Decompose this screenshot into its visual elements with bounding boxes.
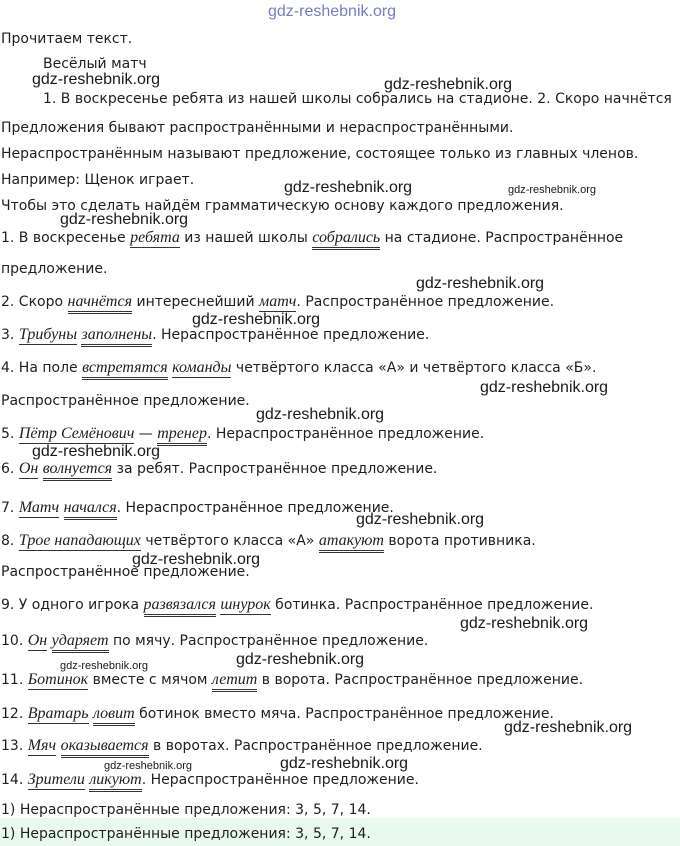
theory-line-2: Нераспространённым называют предложение, состоящее только из главных членов. [1,146,639,162]
predicate: летит [212,671,257,692]
predicate: собрались [312,229,380,250]
watermark-text: gdz-reshebnik.org [504,719,633,736]
sentence-text: по мячу. Распространённое предложение. [108,633,429,649]
sentence-8 [1,532,536,550]
predicate: начался [64,499,117,520]
sentence-text: из нашей школы [179,230,313,246]
sentence-text: 8. [1,533,19,549]
sentence-text [47,633,51,649]
sentence-text: ворота противника. [383,533,536,549]
watermark-text: gdz-reshebnik.org [416,275,545,292]
subject: Он [27,632,48,649]
sentence-text: 1. В воскресенье [1,230,131,246]
sentence-text: 9. У одного игрока [1,597,144,613]
sentence-text: . Нераспространённое предложение. [141,772,419,788]
predicate: ловит [93,705,135,726]
predicate: оказывается [61,737,149,758]
sentence-6 [1,460,437,478]
intro-text: Прочитаем текст. [1,31,133,47]
story-text: 1. В воскресенье ребята из нашей школы собрались на стадионе. 2. Скоро начнётся [43,91,672,107]
sentence-12 [1,705,554,723]
sentence-text: 13. [1,738,28,754]
watermark-text: gdz-reshebnik.org [508,184,597,196]
sentence-text: ботинок вместо мяча. Распространённое предложение. [134,706,554,722]
predicate: атакуют [319,532,384,553]
watermark-text: gdz-reshebnik.org [384,76,513,93]
sentence-text: 2. Скоро [1,294,68,310]
subject: Трибуны [18,326,78,343]
sentence-text: в воротах. Распространённое предложение. [148,738,483,754]
predicate: ликуют [89,771,141,792]
watermark-text: gdz-reshebnik.org [60,211,189,228]
watermark-text: gdz-reshebnik.org [132,551,261,568]
sentence-4-continued: Распространённое предложение. [1,393,250,409]
answer-line: 1) Нераспространённые предложения: 3, 5, 7, 14. [1,802,371,818]
sentence-text: 12. [1,706,28,722]
dash: — [134,426,158,442]
watermark-text: gdz-reshebnik.org [104,760,193,772]
sentence-text: 14. [1,772,28,788]
subject: Трое нападающих [18,532,141,549]
theory-line-3: Например: Щенок играет. [1,172,195,188]
sentence-text: в ворота. Распространённое предложение. [257,672,584,688]
subject: ребята [130,229,180,246]
watermark-text: gdz-reshebnik.org [460,615,589,632]
sentence-text: 7. [1,500,19,516]
theory-line-4: Чтобы это сделать найдём грамматическую основу каждого предложения. [1,198,564,214]
sentence-text: 10. [1,633,28,649]
watermark-text: gdz-reshebnik.org [256,406,385,423]
sentence-text: 3. [1,327,19,343]
subject: Зрители [27,771,85,788]
sentence-text [56,738,60,754]
sentence-text: . Нераспространённое предложение. [206,426,485,442]
predicate: ударяет [52,632,109,653]
watermark-text: gdz-reshebnik.org [480,379,609,396]
watermark-text: gdz-reshebnik.org [32,443,161,460]
sentence-14 [1,771,419,789]
sentence-text: за ребят. Распространённое предложение. [112,461,438,477]
sentence-5 [1,425,484,443]
subject: Ботинок [27,671,89,688]
sentence-10 [1,632,428,650]
subject: команды [172,359,232,376]
theory-line-1: Предложения бывают распространёнными и нераспространёнными. [1,120,514,136]
sentence-text: 5. [1,426,19,442]
sentence-1 [1,229,623,247]
sentence-1-continued: предложение. [1,261,108,277]
sentence-9 [1,596,593,614]
sentence-2 [1,293,554,311]
sentence-text [59,500,63,516]
watermark-text: gdz-reshebnik.org [284,179,413,196]
subject: шнурок [220,596,271,613]
sentence-text: . Распространённое предложение. [296,294,555,310]
sentence-text: четвёртого класса «А» и четвёртого класса «Б». [231,360,597,376]
sentence-8-continued: Распространённое предложение. [1,564,250,580]
watermark-text: gdz-reshebnik.org [32,71,161,88]
sentence-11 [1,671,583,689]
sentence-text: на стадионе. Распространённое [380,230,624,246]
sentence-text: 6. [1,461,19,477]
predicate: развязался [144,596,216,617]
sentence-text: . Нераспространённое предложение. [152,327,430,343]
story-title: Весёлый матч [43,56,147,72]
watermark-text: gdz-reshebnik.org [280,755,409,772]
subject: Мяч [27,737,57,754]
subject: матч [259,293,297,310]
predicate: заполнены [81,326,152,347]
sentence-text: 11. [1,672,28,688]
watermark-text: gdz-reshebnik.org [236,651,365,668]
subject: Матч [18,499,60,516]
predicate: волнуется [43,460,112,481]
predicate: встретятся [82,359,168,380]
subject: Вратарь [27,705,89,722]
watermark-text: gdz-reshebnik.org [356,511,485,528]
sentence-text: интереснейший [132,294,260,310]
watermark-text: gdz-reshebnik.org [60,660,149,672]
subject: Он [18,460,39,477]
sentence-13 [1,737,483,755]
predicate: начнётся [68,293,133,314]
sentence-4 [1,359,596,377]
sentence-text: четвёртого класса «А» [140,533,319,549]
sentence-text: вместе с мячом [88,672,212,688]
predicate: тренер [157,425,207,446]
header-watermark[interactable]: gdz-reshebnik.org [268,3,397,20]
watermark-text: gdz-reshebnik.org [192,311,321,328]
sentence-7 [1,499,394,517]
sentence-text: 4. На поле [1,360,83,376]
sentence-text: . Нераспространённое предложение. [116,500,394,516]
sentence-text: ботинка. Распространённое предложение. [270,597,594,613]
answer-line-highlighted: 1) Нераспространённые предложения: 3, 5, 7, 14. [1,826,371,842]
subject: Пётр Семёнович [18,425,135,442]
